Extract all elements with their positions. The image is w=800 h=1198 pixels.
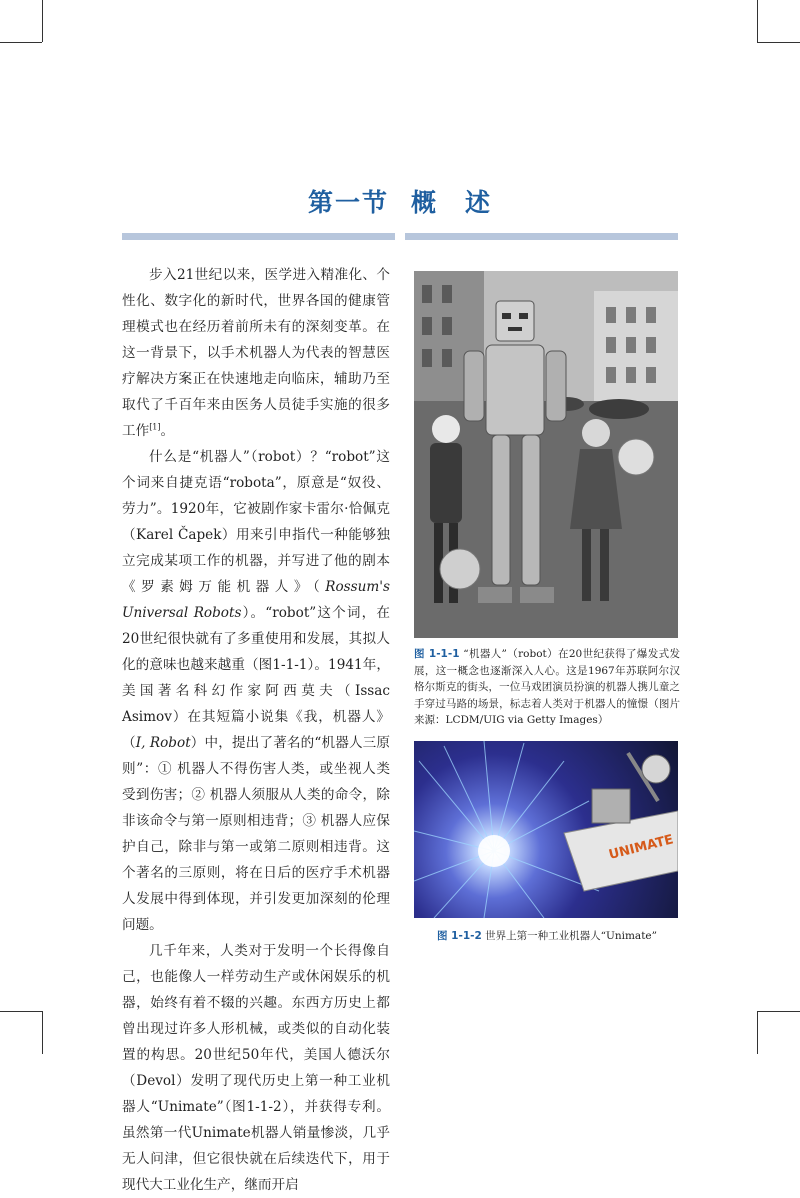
paragraph-text: ）。“robot”这个词，在20世纪很快就有了多重使用和发展，其拟人化的意味也越来越重（图1-1-1）。1941年，美国著名科幻作家阿西莫夫（Issac Asimov）在其短篇小说集《我，机器人》（: [122, 605, 390, 751]
robot-street-photo: [414, 271, 678, 638]
paragraph-text: 几千年来，人类对于发明一个长得像自己，也能像人一样劳动生产或休闲娱乐的机器，始终有着不辍的兴趣。东西方历史上都曾出现过许多人形机械，或类似的自动化装置的构思。20世纪50年代，美国人德沃尔（Devol）发明了现代历史上第一种工业机器人“Unimate”（图1-1-2），并获得专利。虽然第一代Unimate机器人销量惨淡，几乎无人问津，但它很快就在后续迭代下，用于现代大工业化生产，继而开启: [122, 943, 390, 1193]
figure-label: 图 1-1-2: [437, 930, 482, 942]
title-rule-left: [122, 233, 395, 240]
figure-caption-text: “机器人”（robot）在20世纪获得了爆发式发展，这一概念也逐渐深入人心。这是1967年苏联阿尔汉格尔斯克的街头，一位马戏团演员扮演的机器人携儿童之手穿过马路的场景，标志着人类对于机器人的憧憬（图片来源：LCDM/UIG via Getty Images）: [414, 648, 680, 726]
robot-street-illustration: [414, 271, 678, 638]
crop-mark: [757, 1011, 800, 1012]
section-title-text: 概 述: [411, 188, 493, 217]
figure-caption: [414, 646, 680, 729]
crop-mark: [757, 42, 800, 43]
paragraph: [122, 444, 390, 938]
unimate-photo: [414, 741, 678, 918]
figure-caption: [414, 928, 680, 944]
unimate-logo-text: UNIMATE: [607, 832, 676, 863]
section-title-number: 第一节: [307, 188, 389, 217]
play-title: Rossum's Universal Robots: [122, 579, 390, 621]
title-rule-right: [405, 233, 678, 240]
crop-mark: [757, 1011, 758, 1054]
crop-mark: [757, 0, 758, 42]
section-title: [0, 183, 800, 219]
paragraph: [122, 938, 390, 1198]
paragraph-text: 步入21世纪以来，医学进入精准化、个性化、数字化的新时代，世界各国的健康管理模式也在经历着前所未有的深刻变革。在这一背景下，以手术机器人为代表的智慧医疗解决方案正在快速地走向临床，辅助乃至取代了千百年来由医务人员徒手实施的很多工作: [122, 267, 390, 439]
book-title: I, Robot: [135, 735, 191, 751]
citation[interactable]: [1]: [149, 422, 161, 432]
crop-mark: [42, 1011, 43, 1054]
paragraph-text: ）中，提出了著名的“机器人三原则”：① 机器人不得伤害人类，或坐视人类受到伤害；② 机器人须服从人类的命令，除非该命令与第一原则相违背；③ 机器人应保护自己，除非与第一或第二原则相违背。这个著名的三原则，将在日后的医疗手术机器人发展中得到体现，并引发更加深刻的伦理问题。: [122, 735, 390, 933]
crop-mark: [42, 0, 43, 42]
crop-mark: [0, 1011, 42, 1012]
paragraph: [122, 262, 390, 444]
body-text: [122, 262, 390, 1198]
paragraph-text: 什么是“机器人”（robot）？“robot”这个词来自捷克语“robota”，原意是“奴役、劳力”。1920年，它被剧作家卡雷尔·恰佩克（Karel Čapek）用来引申指代一种能够独立完成某项工作的机器，并写进了他的剧本《罗素姆万能机器人》（: [122, 449, 390, 595]
crop-mark: [0, 42, 42, 43]
unimate-illustration: [414, 741, 678, 918]
figure-label: 图 1-1-1: [414, 648, 460, 660]
paragraph-end: 。: [160, 423, 175, 439]
figure-caption-text: 世界上第一种工业机器人“Unimate”: [485, 930, 657, 942]
